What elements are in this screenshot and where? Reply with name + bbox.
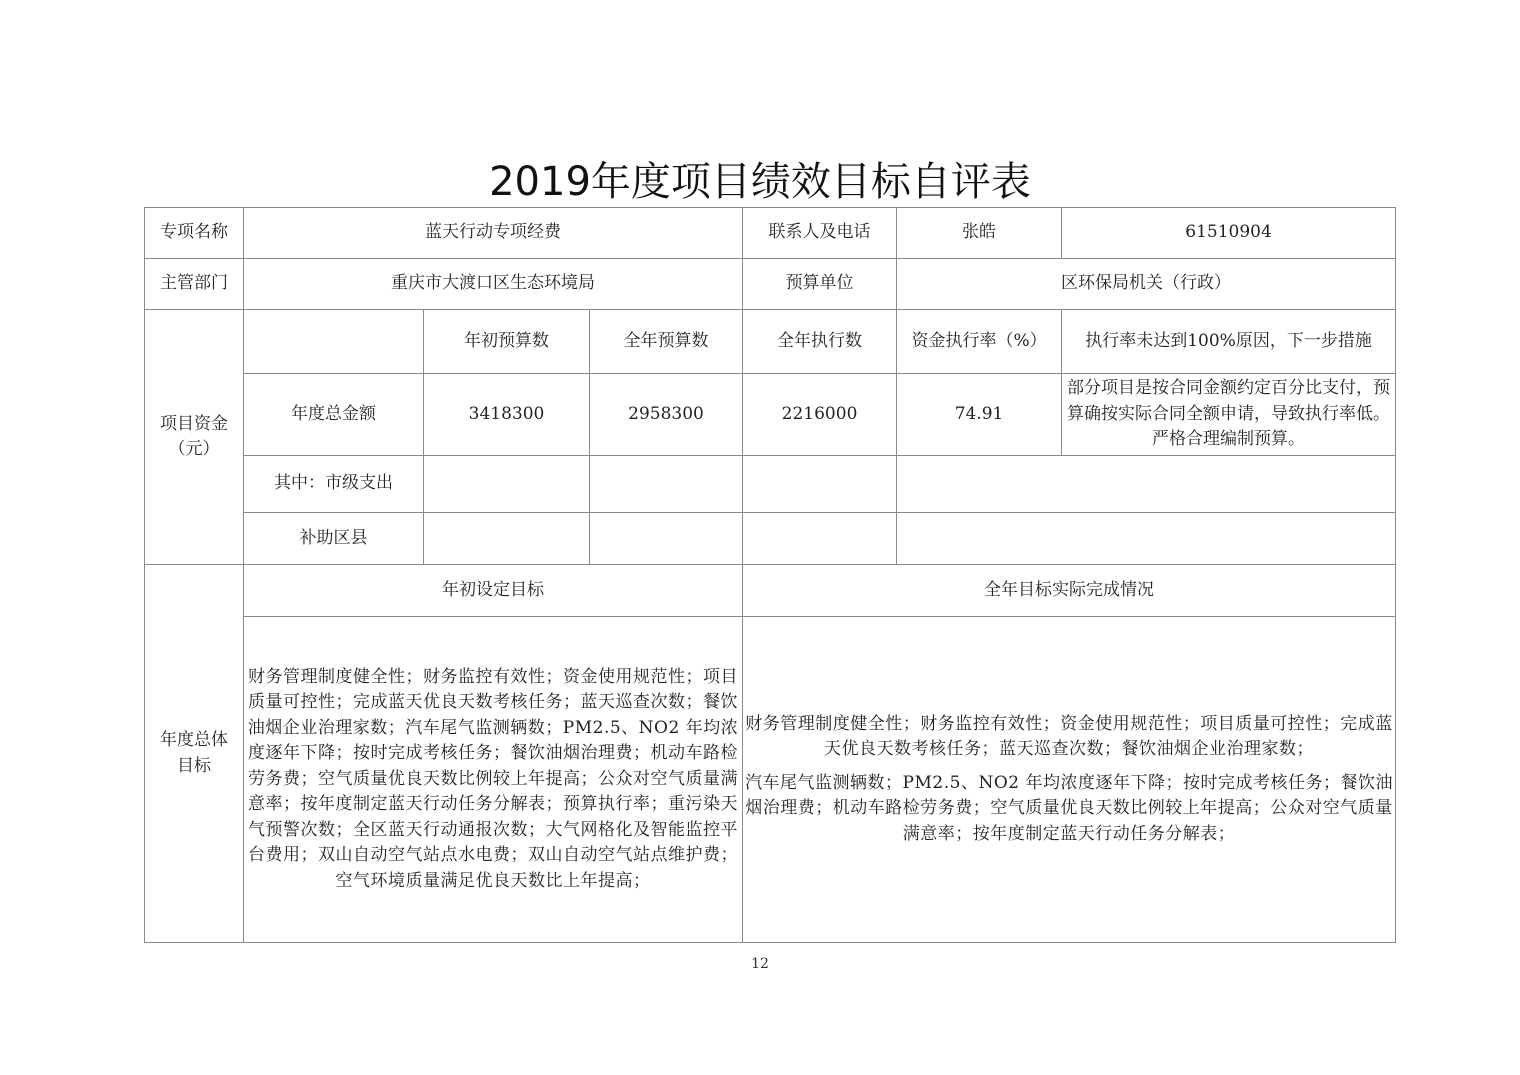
row-city-executed	[743, 456, 897, 513]
funds-label-line1: 项目资金	[160, 413, 228, 434]
project-name-label: 专项名称	[145, 208, 244, 259]
row-district-initial	[424, 513, 590, 565]
row-district-executed	[743, 513, 897, 565]
row-city-rest	[897, 456, 1396, 513]
row-total-initial: 3418300	[424, 374, 590, 456]
col-reason: 执行率未达到100%原因，下一步措施	[1062, 310, 1396, 374]
actual-goals-header: 全年目标实际完成情况	[743, 565, 1396, 617]
goals-label-line2: 目标	[177, 755, 211, 776]
row-city-label: 其中：市级支出	[244, 456, 424, 513]
col-full-year-budget: 全年预算数	[590, 310, 743, 374]
contact-phone: 61510904	[1062, 208, 1396, 259]
page-number: 12	[751, 956, 769, 972]
initial-goals-header: 年初设定目标	[244, 565, 743, 617]
row-district-full-year	[590, 513, 743, 565]
col-executed: 全年执行数	[743, 310, 897, 374]
budget-unit-value: 区环保局机关（行政）	[897, 259, 1396, 310]
col-execution-rate: 资金执行率（%）	[897, 310, 1062, 374]
row-total-label: 年度总金额	[244, 374, 424, 456]
actual-goals-cell	[743, 617, 1396, 943]
goals-label	[145, 565, 244, 943]
row-total-rate: 74.91	[897, 374, 1062, 456]
funds-label-line2: （元）	[168, 439, 220, 459]
dept-label: 主管部门	[145, 259, 244, 310]
dept-value: 重庆市大渡口区生态环境局	[244, 259, 743, 310]
page-title: 2019年度项目绩效目标自评表	[489, 159, 1031, 205]
self-evaluation-table	[144, 207, 1396, 943]
actual-goals-text-1: 财务管理制度健全性；财务监控有效性；资金使用规范性；项目质量可控性；完成蓝天优良天数考核任务；蓝天巡查次数；餐饮油烟企业治理家数；	[745, 713, 1393, 760]
contact-label: 联系人及电话	[743, 208, 897, 259]
row-city-full-year	[590, 456, 743, 513]
contact-name: 张皓	[897, 208, 1062, 259]
row-total-reason: 部分项目是按合同金额约定百分比支付，预算确按实际合同全额申请，导致执行率低。严格合理编制预算。	[1062, 374, 1396, 456]
budget-unit-label: 预算单位	[743, 259, 897, 310]
project-name-value: 蓝天行动专项经费	[244, 208, 743, 259]
row-district-label: 补助区县	[244, 513, 424, 565]
goals-label-line1: 年度总体	[160, 730, 228, 750]
funds-label	[145, 310, 244, 565]
col-initial-budget: 年初预算数	[424, 310, 590, 374]
funds-empty-header	[244, 310, 424, 374]
initial-goals-text: 财务管理制度健全性；财务监控有效性；资金使用规范性；项目质量可控性；完成蓝天优良天数考核任务；蓝天巡查次数；餐饮油烟企业治理家数；汽车尾气监测辆数；PM2.5、NO2 年均浓度逐年下降；按时完成考核任务；餐饮油烟治理费；机动车路检劳务费；空气质量优良天数比例较上年提高；公众对空气质量满意率；按年度制定蓝天行动任务分解表；预算执行率；重污染天气预警次数；全区蓝天行动通报次数；大气网格化及智能监控平台费用；双山自动空气站点水电费；双山自动空气站点维护费；空气环境质量满足优良天数比上年提高；	[244, 617, 743, 943]
row-city-initial	[424, 456, 590, 513]
row-total-full-year: 2958300	[590, 374, 743, 456]
row-total-executed: 2216000	[743, 374, 897, 456]
row-district-rest	[897, 513, 1396, 565]
actual-goals-text-2: 汽车尾气监测辆数；PM2.5、NO2 年均浓度逐年下降；按时完成考核任务；餐饮油烟治理费；机动车路检劳务费；空气质量优良天数比例较上年提高；公众对空气质量满意率；按年度制定蓝天行动任务分解表；	[745, 772, 1393, 844]
